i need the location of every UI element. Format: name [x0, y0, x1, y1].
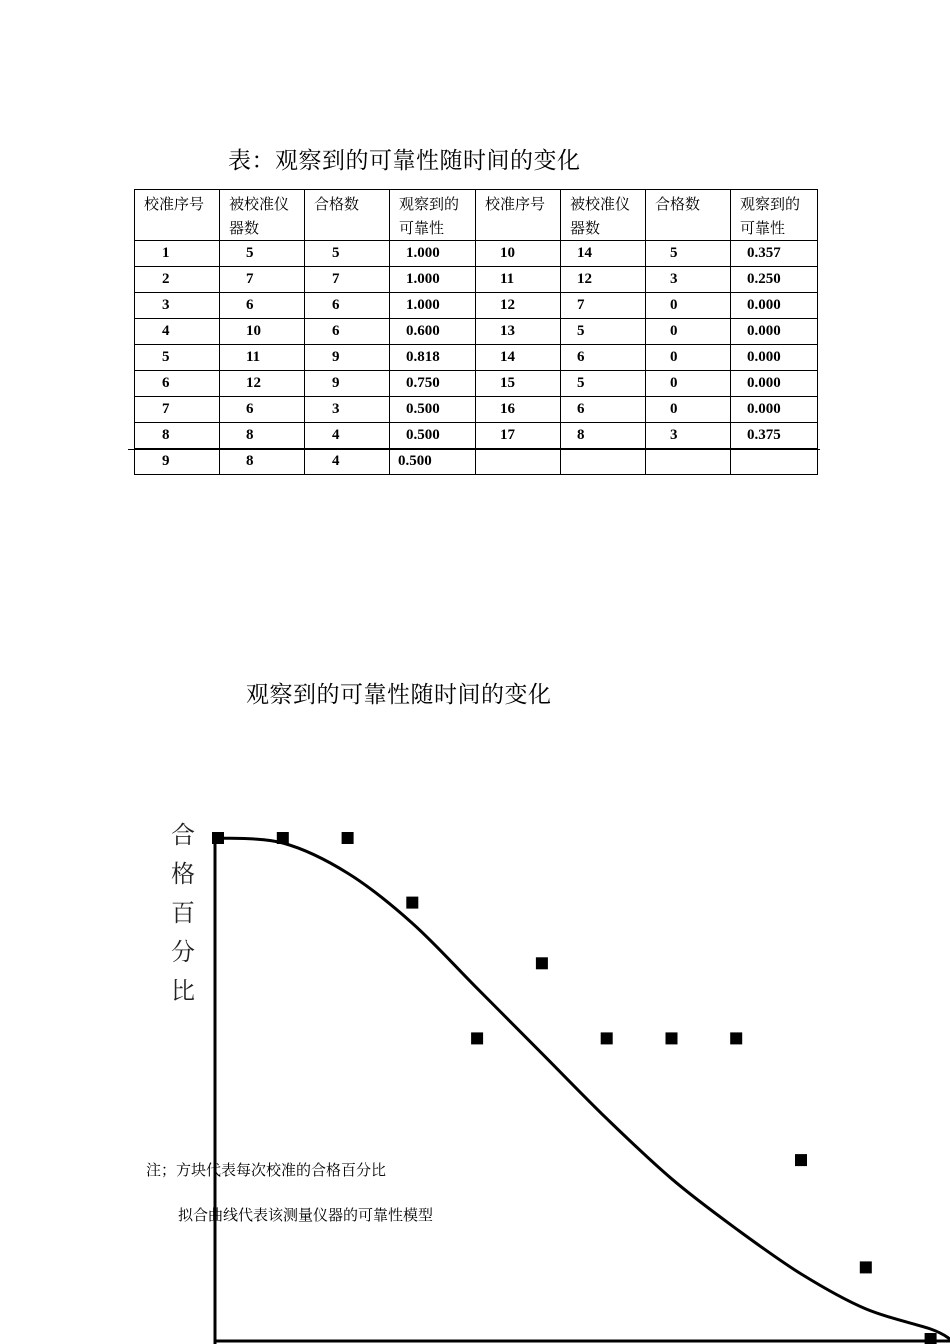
cell-seq: 4	[135, 319, 220, 345]
header-count-2: 被校准仪器数	[561, 190, 646, 241]
header-seq: 校准序号	[135, 190, 220, 241]
cell-seq-2: 16	[476, 397, 561, 423]
cell-pass-2: 3	[646, 267, 731, 293]
fitted-reliability-curve	[218, 838, 950, 1339]
cell-pass-2: 0	[646, 345, 731, 371]
cell-count: 10	[220, 319, 305, 345]
cell-reliability-2: 0.000	[731, 345, 818, 371]
cell-reliability-2: 0.375	[731, 423, 818, 449]
cell-reliability-2: 0.000	[731, 397, 818, 423]
data-point-marker	[795, 1154, 807, 1166]
cell-seq: 1	[135, 241, 220, 267]
cell-count: 12	[220, 371, 305, 397]
cell-count: 11	[220, 345, 305, 371]
cell-reliability-2: 0.357	[731, 241, 818, 267]
cell-seq-2: 17	[476, 423, 561, 449]
cell-pass-2: 0	[646, 397, 731, 423]
cell-pass: 5	[305, 241, 390, 267]
cell-reliability: 1.000	[390, 267, 476, 293]
cell-seq-2: 15	[476, 371, 561, 397]
data-point-marker	[601, 1032, 613, 1044]
cell-seq: 7	[135, 397, 220, 423]
cell-reliability: 0.600	[390, 319, 476, 345]
cell-pass: 6	[305, 293, 390, 319]
cell-pass: 9	[305, 371, 390, 397]
cell-seq: 3	[135, 293, 220, 319]
data-point-marker	[536, 957, 548, 969]
cell-seq: 5	[135, 345, 220, 371]
cell-count-2: 12	[561, 267, 646, 293]
data-point-marker	[730, 1032, 742, 1044]
header-pass: 合格数	[305, 190, 390, 241]
cell-reliability: 0.500	[390, 423, 476, 449]
cell-count-2: 5	[561, 371, 646, 397]
cell-pass-2: 5	[646, 241, 731, 267]
cell-reliability: 1.000	[390, 293, 476, 319]
cell-seq-2: 10	[476, 241, 561, 267]
cell-pass: 6	[305, 319, 390, 345]
cell-pass-2: 3	[646, 423, 731, 449]
data-point-marker	[666, 1032, 678, 1044]
cell-seq: 8	[135, 423, 220, 449]
data-point-marker	[860, 1261, 872, 1273]
cell-reliability-2: 0.000	[731, 371, 818, 397]
cell-pass-2: 0	[646, 371, 731, 397]
data-point-marker	[277, 832, 289, 844]
cell-pass-2: 0	[646, 293, 731, 319]
cell-reliability: 0.500	[390, 397, 476, 423]
cell-reliability: 0.500	[390, 449, 476, 475]
header-reliability-2: 观察到的可靠性	[731, 190, 818, 241]
cell-count: 7	[220, 267, 305, 293]
data-point-marker	[406, 897, 418, 909]
header-count: 被校准仪器数	[220, 190, 305, 241]
header-seq-2: 校准序号	[476, 190, 561, 241]
cell-seq-2: 13	[476, 319, 561, 345]
cell-pass: 3	[305, 397, 390, 423]
cell-reliability-2: 0.250	[731, 267, 818, 293]
cell-seq-2: 14	[476, 345, 561, 371]
cell-seq-2: 12	[476, 293, 561, 319]
data-point-marker	[342, 832, 354, 844]
header-reliability: 观察到的可靠性	[390, 190, 476, 241]
cell-count-2: 8	[561, 423, 646, 449]
cell-reliability-2: 0.000	[731, 293, 818, 319]
cell-pass-2: 0	[646, 319, 731, 345]
cell-seq-2: 11	[476, 267, 561, 293]
cell-reliability: 0.750	[390, 371, 476, 397]
cell-count: 8	[220, 423, 305, 449]
cell-pass: 9	[305, 345, 390, 371]
cell-count-2: 5	[561, 319, 646, 345]
cell-count: 8	[220, 449, 305, 475]
header-pass-2: 合格数	[646, 190, 731, 241]
cell-seq: 9	[135, 449, 220, 475]
cell-count-2: 7	[561, 293, 646, 319]
cell-count: 6	[220, 397, 305, 423]
data-point-marker	[925, 1333, 937, 1344]
y-axis-label-char: 分	[171, 938, 195, 966]
cell-reliability: 1.000	[390, 241, 476, 267]
data-point-marker	[212, 832, 224, 844]
chart-note-markers: 注；方块代表每次校准的合格百分比	[146, 1161, 387, 1179]
y-axis-label-char: 格	[171, 860, 195, 888]
cell-reliability: 0.818	[390, 345, 476, 371]
cell-count-2: 6	[561, 397, 646, 423]
chart-note-curve: 拟合曲线代表该测量仪器的可靠性模型	[178, 1206, 434, 1224]
cell-pass: 7	[305, 267, 390, 293]
chart-title: 观察到的可靠性随时间的变化	[246, 682, 552, 708]
y-axis-label-char: 比	[171, 977, 195, 1005]
cell-pass: 4	[305, 423, 390, 449]
y-axis-label-char: 百	[171, 899, 195, 927]
cell-reliability-2: 0.000	[731, 319, 818, 345]
y-axis-label-char: 合	[171, 821, 195, 849]
table-title: 表：观察到的可靠性随时间的变化	[228, 148, 581, 174]
cell-seq: 2	[135, 267, 220, 293]
cell-seq: 6	[135, 371, 220, 397]
cell-count: 6	[220, 293, 305, 319]
cell-count-2: 14	[561, 241, 646, 267]
cell-count: 5	[220, 241, 305, 267]
data-point-marker	[471, 1032, 483, 1044]
cell-count-2: 6	[561, 345, 646, 371]
cell-pass: 4	[305, 449, 390, 475]
